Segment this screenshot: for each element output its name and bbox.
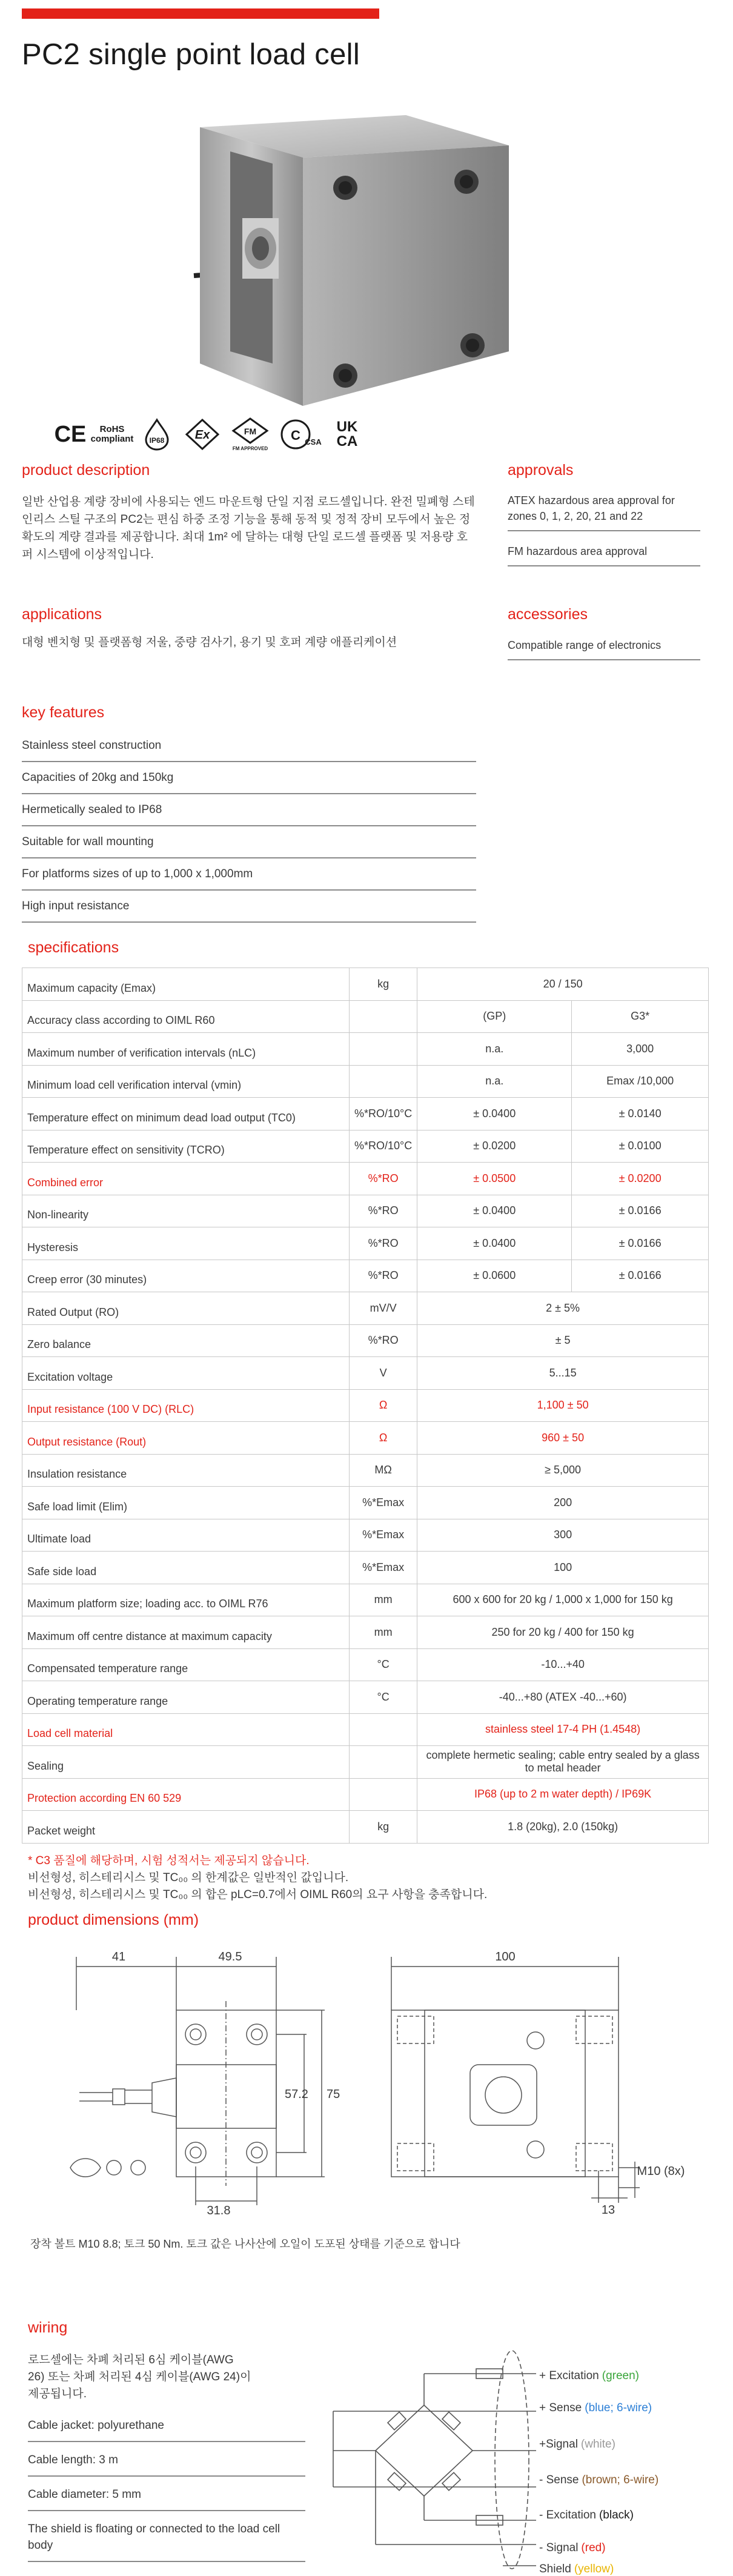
- wire-function: - Signal: [539, 2541, 579, 2554]
- spec-value: 1.8 (20kg), 2.0 (150kg): [417, 1811, 709, 1844]
- wire-function: - Sense: [539, 2474, 579, 2486]
- spec-unit: [350, 1065, 417, 1098]
- spec-value-gp: ± 0.0400: [417, 1098, 572, 1130]
- atex-ex-icon: [184, 417, 221, 452]
- wire-label: [539, 2474, 658, 2487]
- wire-color: (black): [599, 2509, 634, 2521]
- spec-label: Maximum capacity (Emax): [22, 968, 350, 1001]
- spec-row: [22, 1519, 709, 1552]
- dim-label: M10 (8x): [637, 2165, 685, 2178]
- spec-label: Hysteresis: [22, 1227, 350, 1260]
- spec-value: 1,100 ± 50: [417, 1389, 709, 1422]
- approvals-heading: approvals: [508, 462, 574, 479]
- wiring-heading: wiring: [28, 2319, 68, 2336]
- spec-label: Compensated temperature range: [22, 1648, 350, 1681]
- spec-row: [22, 1811, 709, 1844]
- wire-color: (white): [580, 2438, 615, 2451]
- spec-row: [22, 1065, 709, 1098]
- spec-label: Temperature effect on minimum dead load output (TC0): [22, 1098, 350, 1130]
- key-feature-item: Suitable for wall mounting: [22, 826, 476, 858]
- spec-label: Zero balance: [22, 1324, 350, 1357]
- spec-unit: °C: [350, 1681, 417, 1714]
- spec-value-g3: G3*: [572, 1000, 709, 1033]
- spec-label: Input resistance (100 V DC) (RLC): [22, 1389, 350, 1422]
- spec-value-g3: Emax /10,000: [572, 1065, 709, 1098]
- spec-row: [22, 1195, 709, 1227]
- spec-unit: °C: [350, 1648, 417, 1681]
- spec-unit: %*RO/10°C: [350, 1098, 417, 1130]
- wire-function: Shield: [539, 2563, 571, 2575]
- spec-row: [22, 1487, 709, 1519]
- spec-unit: kg: [350, 968, 417, 1001]
- accessory-item: Compatible range of electronics: [508, 637, 700, 660]
- spec-label: Accuracy class according to OIML R60: [22, 1000, 350, 1033]
- spec-value: -40...+80 (ATEX -40...+60): [417, 1681, 709, 1714]
- spec-unit: mm: [350, 1584, 417, 1616]
- wire-color: (yellow): [574, 2563, 614, 2575]
- spec-value: 20 / 150: [417, 968, 709, 1001]
- spec-value-g3: ± 0.0200: [572, 1163, 709, 1195]
- spec-row: [22, 1130, 709, 1163]
- spec-unit: [350, 1713, 417, 1746]
- spec-label: Excitation voltage: [22, 1357, 350, 1390]
- spec-label: Maximum number of verification intervals (nLC): [22, 1033, 350, 1066]
- spec-value: ± 5: [417, 1324, 709, 1357]
- applications-heading: applications: [22, 606, 102, 623]
- wire-label: [539, 2369, 639, 2383]
- spec-row: [22, 1422, 709, 1455]
- wiring-spec-item: Cable jacket: polyurethane: [28, 2417, 305, 2442]
- wire-function: - Excitation: [539, 2509, 596, 2521]
- spec-label: Minimum load cell verification interval (vmin): [22, 1065, 350, 1098]
- spec-row: [22, 1033, 709, 1066]
- wire-function: + Excitation: [539, 2369, 599, 2382]
- wire-label: [539, 2509, 634, 2522]
- rohs-icon: RoHS compliant: [90, 424, 134, 444]
- key-feature-item: For platforms sizes of up to 1,000 x 1,000mm: [22, 858, 476, 891]
- ip68-icon: [140, 417, 174, 452]
- spec-value-gp: ± 0.0400: [417, 1195, 572, 1227]
- key-feature-item: Hermetically sealed to IP68: [22, 794, 476, 826]
- spec-value-g3: 3,000: [572, 1033, 709, 1066]
- spec-label: Creep error (30 minutes): [22, 1260, 350, 1292]
- spec-row: [22, 1292, 709, 1325]
- svg-text:FM APPROVED: FM APPROVED: [232, 446, 268, 451]
- specifications-heading: specifications: [28, 939, 119, 956]
- spec-row: [22, 1098, 709, 1130]
- spec-value-gp: ± 0.0500: [417, 1163, 572, 1195]
- spec-value: 100: [417, 1552, 709, 1584]
- wire-function: + Sense: [539, 2402, 582, 2414]
- spec-unit: MΩ: [350, 1454, 417, 1487]
- spec-row: [22, 1616, 709, 1649]
- applications-text: 대형 벤치형 및 플랫폼형 저울, 중량 검사기, 용기 및 호퍼 계량 애플리케이션: [22, 636, 397, 649]
- spec-value-gp: n.a.: [417, 1065, 572, 1098]
- svg-text:IP68: IP68: [149, 436, 165, 445]
- spec-value-gp: (GP): [417, 1000, 572, 1033]
- spec-value: IP68 (up to 2 m water depth) / IP69K: [417, 1778, 709, 1811]
- wire-color: (blue; 6-wire): [585, 2402, 652, 2414]
- description-heading: product description: [22, 462, 150, 479]
- key-feature-item: Stainless steel construction: [22, 730, 476, 762]
- wiring-spec-item: Cable length: 3 m: [28, 2452, 305, 2477]
- csa-icon: [280, 417, 322, 452]
- ukca-icon: UK CA: [336, 419, 358, 450]
- spec-label: Protection according EN 60 529: [22, 1778, 350, 1811]
- spec-value: 600 x 600 for 20 kg / 1,000 x 1,000 for 150 kg: [417, 1584, 709, 1616]
- fm-approved-icon: [231, 417, 269, 452]
- spec-label: Output resistance (Rout): [22, 1422, 350, 1455]
- spec-value-gp: ± 0.0400: [417, 1227, 572, 1260]
- wire-color: (red): [581, 2541, 606, 2554]
- svg-text:FM: FM: [244, 427, 257, 436]
- spec-label: Packet weight: [22, 1811, 350, 1844]
- spec-value: 5...15: [417, 1357, 709, 1390]
- spec-value: complete hermetic sealing; cable entry sealed by a glass to metal header: [417, 1746, 709, 1779]
- spec-unit: %*RO: [350, 1260, 417, 1292]
- spec-unit: %*RO: [350, 1195, 417, 1227]
- spec-value-g3: ± 0.0166: [572, 1195, 709, 1227]
- spec-row: [22, 1324, 709, 1357]
- spec-value: stainless steel 17-4 PH (1.4548): [417, 1713, 709, 1746]
- dim-label: 75: [327, 2088, 340, 2101]
- spec-value-gp: n.a.: [417, 1033, 572, 1066]
- mounting-note: 장착 볼트 M10 8.8; 토크 50 Nm. 토크 값은 나사산에 오일이 도포된 상태를 기준으로 합니다: [30, 2238, 460, 2250]
- spec-label: Maximum platform size; loading acc. to OIML R76: [22, 1584, 350, 1616]
- dim-label: 13: [601, 2203, 615, 2217]
- wiring-text: 로드셀에는 차폐 처리된 6심 케이블(AWG 26) 또는 차폐 처리된 4심 케이블(AWG 24)이 제공됩니다.: [28, 2354, 251, 2400]
- spec-label: Ultimate load: [22, 1519, 350, 1552]
- spec-label: Insulation resistance: [22, 1454, 350, 1487]
- spec-row: [22, 1681, 709, 1714]
- certification-logos: [52, 417, 367, 452]
- spec-row: [22, 1713, 709, 1746]
- spec-unit: kg: [350, 1811, 417, 1844]
- load-cell-product-image: [194, 109, 515, 406]
- spec-row: [22, 1552, 709, 1584]
- spec-unit: %*RO/10°C: [350, 1130, 417, 1163]
- svg-text:CSA: CSA: [305, 437, 322, 446]
- spec-notes: [28, 1853, 487, 1904]
- key-feature-item: Capacities of 20kg and 150kg: [22, 762, 476, 794]
- key-features-heading: key features: [22, 704, 105, 721]
- description-text: 일반 산업용 계량 장비에 사용되는 엔드 마운트형 단일 지점 로드셀입니다. 완전 밀폐형 스테인리스 스틸 구조의 PC2는 편심 하중 조정 기능을 통해 동적 및 정적 장비 모두에서 높은 정확도의 계량 결과를 제공합니다. 최대 1m² 에 달하는 대형 단일 로드셀 플랫폼 및 저용량 호퍼 시스템에 이상적입니다.: [22, 496, 475, 561]
- spec-value: 200: [417, 1487, 709, 1519]
- spec-unit: %*RO: [350, 1227, 417, 1260]
- spec-unit: [350, 1778, 417, 1811]
- wire-color: (green): [602, 2369, 639, 2382]
- spec-label: Rated Output (RO): [22, 1292, 350, 1325]
- svg-text:C: C: [291, 428, 300, 443]
- spec-label: Temperature effect on sensitivity (TCRO): [22, 1130, 350, 1163]
- spec-label: Combined error: [22, 1163, 350, 1195]
- spec-label: Load cell material: [22, 1713, 350, 1746]
- spec-value-g3: ± 0.0140: [572, 1098, 709, 1130]
- spec-value: ≥ 5,000: [417, 1454, 709, 1487]
- wire-color: (brown; 6-wire): [582, 2474, 659, 2486]
- spec-row: [22, 1584, 709, 1616]
- note-line: 비선형성, 히스테리시스 및 TC₀₀ 의 한계값은 일반적인 값입니다.: [28, 1871, 349, 1884]
- spec-unit: %*RO: [350, 1324, 417, 1357]
- spec-row: [22, 1000, 709, 1033]
- spec-unit: V: [350, 1357, 417, 1390]
- spec-label: Safe load limit (Elim): [22, 1487, 350, 1519]
- wire-label: [539, 2438, 615, 2451]
- wire-label: [539, 2563, 614, 2576]
- spec-row: [22, 1260, 709, 1292]
- spec-row: [22, 1778, 709, 1811]
- ce-mark-icon: CE: [54, 421, 87, 447]
- note-line: 비선형성, 히스테리시스 및 TC₀₀ 의 합은 pLC=0.7에서 OIML R60의 요구 사항을 충족합니다.: [28, 1888, 488, 1901]
- spec-value: -10...+40: [417, 1648, 709, 1681]
- spec-unit: [350, 1746, 417, 1779]
- approval-item: FM hazardous area approval: [508, 543, 700, 566]
- spec-unit: %*Emax: [350, 1552, 417, 1584]
- wiring-spec-item: The shield is floating or connected to the load cell body: [28, 2521, 305, 2562]
- spec-value-g3: ± 0.0166: [572, 1227, 709, 1260]
- wiring-spec-item: Cable diameter: 5 mm: [28, 2486, 305, 2511]
- dimensions-heading: product dimensions (mm): [28, 1911, 199, 1928]
- spec-unit: [350, 1033, 417, 1066]
- spec-label: Maximum off centre distance at maximum capacity: [22, 1616, 350, 1649]
- spec-row: [22, 1357, 709, 1390]
- specifications-table: [22, 968, 709, 1844]
- wire-function: +Signal: [539, 2438, 578, 2451]
- wire-label: [539, 2541, 606, 2555]
- spec-value: 300: [417, 1519, 709, 1552]
- spec-value: 960 ± 50: [417, 1422, 709, 1455]
- spec-row: [22, 968, 709, 1001]
- spec-row: [22, 1389, 709, 1422]
- spec-unit: %*Emax: [350, 1487, 417, 1519]
- spec-row: [22, 1454, 709, 1487]
- note-line: * C3 품질에 해당하며, 시험 성적서는 제공되지 않습니다.: [28, 1854, 310, 1867]
- spec-label: Non-linearity: [22, 1195, 350, 1227]
- spec-unit: %*Emax: [350, 1519, 417, 1552]
- spec-unit: Ω: [350, 1422, 417, 1455]
- wire-label: [539, 2402, 652, 2415]
- spec-value-g3: ± 0.0166: [572, 1260, 709, 1292]
- dim-label: 41: [111, 1950, 126, 1964]
- spec-label: Operating temperature range: [22, 1681, 350, 1714]
- spec-value-gp: ± 0.0200: [417, 1130, 572, 1163]
- spec-unit: %*RO: [350, 1163, 417, 1195]
- dimension-drawing: [22, 1950, 709, 2222]
- accessories-heading: accessories: [508, 606, 588, 623]
- spec-unit: [350, 1000, 417, 1033]
- spec-value: 2 ± 5%: [417, 1292, 709, 1325]
- spec-row: [22, 1648, 709, 1681]
- spec-value-g3: ± 0.0100: [572, 1130, 709, 1163]
- spec-label: Safe side load: [22, 1552, 350, 1584]
- top-accent-bar: [22, 8, 379, 19]
- spec-row: [22, 1746, 709, 1779]
- dim-label: 31.8: [207, 2204, 231, 2217]
- approval-item: ATEX hazardous area approval for zones 0, 1, 2, 20, 21 and 22: [508, 493, 700, 531]
- spec-unit: mV/V: [350, 1292, 417, 1325]
- spec-row: [22, 1163, 709, 1195]
- dim-label: 49.5: [218, 1950, 242, 1964]
- key-feature-item: High input resistance: [22, 891, 476, 923]
- page-title: PC2 single point load cell: [22, 38, 360, 71]
- spec-row: [22, 1227, 709, 1260]
- svg-text:Ex: Ex: [194, 428, 210, 442]
- spec-unit: Ω: [350, 1389, 417, 1422]
- spec-label: Sealing: [22, 1746, 350, 1779]
- spec-value: 250 for 20 kg / 400 for 150 kg: [417, 1616, 709, 1649]
- spec-unit: mm: [350, 1616, 417, 1649]
- spec-value-gp: ± 0.0600: [417, 1260, 572, 1292]
- dim-label: 57.2: [285, 2088, 308, 2101]
- dim-label: 100: [495, 1950, 516, 1964]
